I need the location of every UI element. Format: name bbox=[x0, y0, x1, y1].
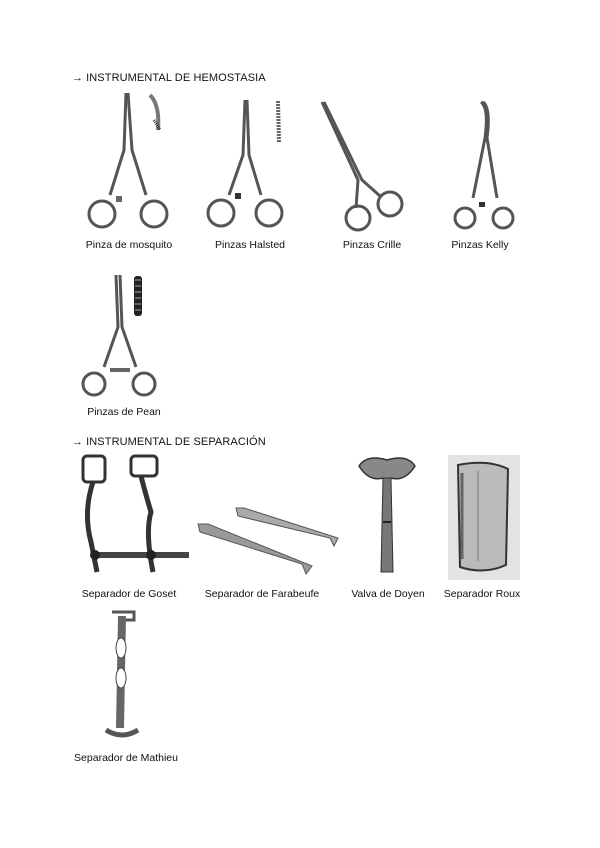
instrument-label: Pinza de mosquito bbox=[85, 239, 173, 251]
instrument-gosset bbox=[75, 452, 193, 580]
doyen-valve-image bbox=[355, 452, 420, 580]
instrument-label: Pinzas Crille bbox=[342, 239, 402, 251]
halsted-forceps-image bbox=[195, 95, 295, 235]
kelly-forceps-image bbox=[445, 98, 525, 235]
instrument-doyen bbox=[355, 452, 420, 580]
instrument-label: Pinzas Halsted bbox=[214, 239, 286, 251]
instrument-mosquito bbox=[80, 90, 180, 235]
instrument-label: Valva de Doyen bbox=[351, 588, 425, 600]
farabeuf-retractor-image bbox=[194, 500, 342, 580]
arrow-icon: → bbox=[72, 72, 84, 84]
section-title: INSTRUMENTAL DE HEMOSTASIA bbox=[86, 72, 266, 84]
mathieu-retractor-image bbox=[100, 608, 145, 743]
section-title: INSTRUMENTAL DE SEPARACIÓN bbox=[86, 436, 266, 448]
mosquito-forceps-image bbox=[80, 90, 180, 235]
instrument-label: Separador Roux bbox=[443, 588, 521, 600]
instrument-label: Separador de Farabeufe bbox=[204, 588, 320, 600]
section-heading-separacion bbox=[72, 436, 266, 448]
instrument-farabeuf bbox=[194, 500, 342, 580]
instrument-label: Pinzas Kelly bbox=[451, 239, 509, 251]
instrument-mathieu bbox=[100, 608, 145, 743]
instrument-halsted bbox=[195, 95, 295, 235]
gosset-retractor-image bbox=[75, 452, 193, 580]
crile-forceps-image bbox=[318, 100, 408, 235]
section-heading-hemostasia bbox=[72, 72, 266, 84]
instrument-label: Separador de Goset bbox=[81, 588, 177, 600]
instrument-label: Pinzas de Pean bbox=[87, 406, 161, 418]
arrow-icon: → bbox=[72, 436, 84, 448]
instrument-pean bbox=[80, 272, 160, 400]
instrument-crile bbox=[318, 100, 408, 235]
instrument-roux bbox=[448, 455, 520, 580]
instrument-kelly bbox=[445, 98, 525, 235]
roux-retractor-image bbox=[448, 455, 520, 580]
pean-forceps-image bbox=[80, 272, 160, 400]
instrument-label: Separador de Mathieu bbox=[74, 752, 178, 764]
